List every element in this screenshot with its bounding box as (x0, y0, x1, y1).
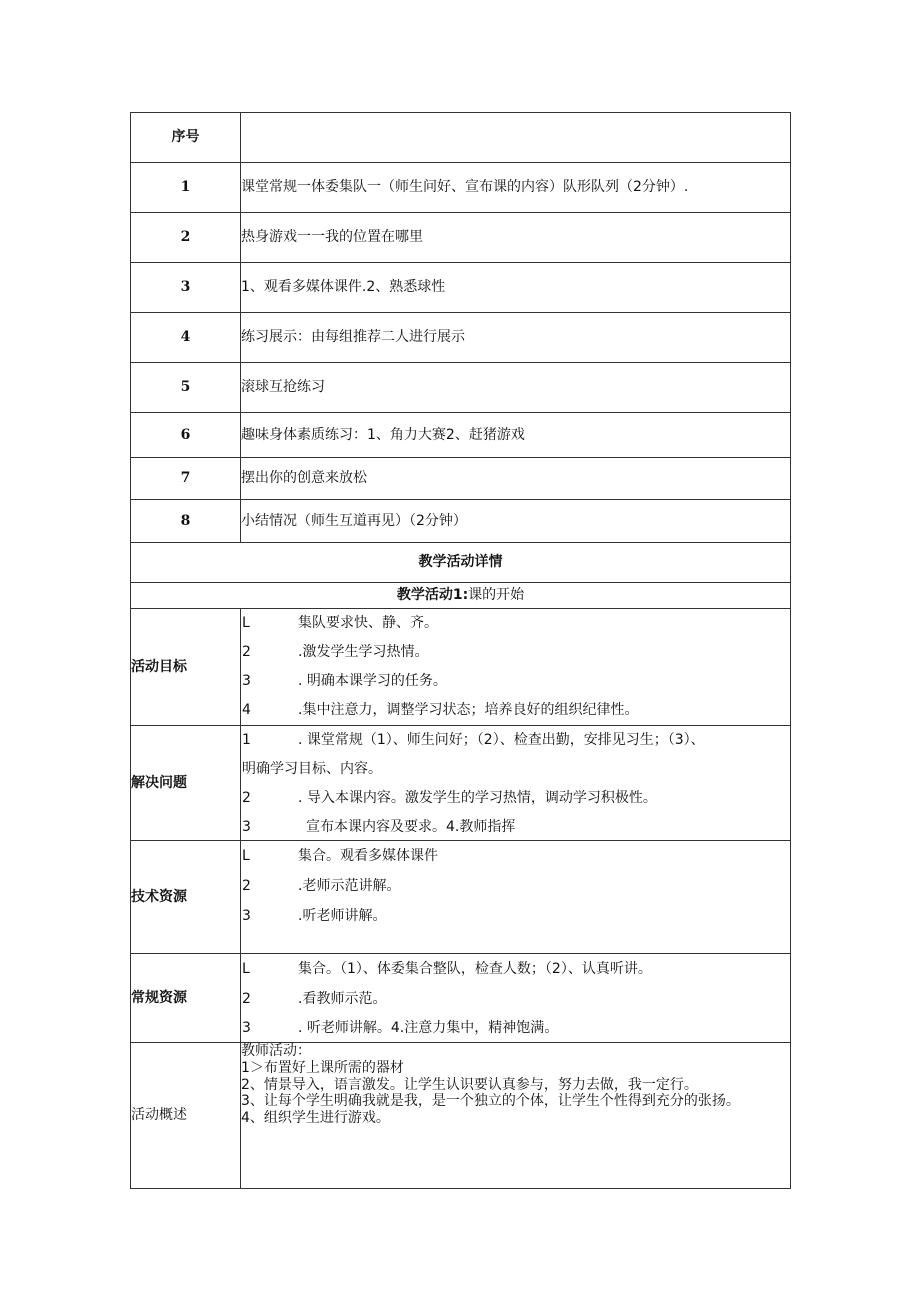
row-number: 4 (131, 313, 241, 363)
line-text: 宣布本课内容及要求。4.教师指挥 (306, 819, 516, 836)
problems-row (131, 726, 791, 841)
line-text: 集合。（1）、体委集合整队，检查人数；（2）、认真听讲。 (298, 960, 652, 977)
activity-title-name: 课的开始 (468, 587, 525, 604)
row-content: 练习展示：由每组推荐二人进行展示 (241, 313, 791, 363)
overview-label: 活动概述 (131, 1043, 241, 1189)
content-header (241, 113, 791, 163)
line-number: 3 (242, 1019, 251, 1036)
overview-line: 4、组织学生进行游戏。 (241, 1110, 390, 1127)
overview-line: 3、让每个学生明确我就是我，是一个独立的个体，让学生个性得到充分的张扬。 (241, 1093, 740, 1110)
line-number: 1 (242, 732, 251, 749)
routine-line (241, 984, 790, 1014)
row-content: 热身游戏一一我的位置在哪里 (241, 213, 791, 263)
lesson-table (130, 112, 791, 1189)
table-row (131, 313, 791, 363)
problem-line-continued (241, 755, 790, 784)
row-content: 课堂常规一体委集队一（师生问好、宣布课的内容）队形队列（2分钟）. (241, 163, 791, 213)
row-number: 6 (131, 413, 241, 458)
row-content: 1、观看多媒体课件.2、熟悉球性 (241, 263, 791, 313)
line-text: 明确学习目标、内容。 (242, 761, 382, 778)
goal-line (241, 696, 790, 725)
line-text: .看教师示范。 (298, 990, 387, 1007)
table-row (131, 500, 791, 543)
row-content: 趣味身体素质练习：1、角力大赛2、赶猪游戏 (241, 413, 791, 458)
row-content: 摆出你的创意来放松 (241, 458, 791, 500)
routine-line (241, 1014, 790, 1042)
goals-row (131, 609, 791, 726)
line-number: 2 (242, 644, 251, 661)
line-text: .集中注意力，调整学习状态；培养良好的组织纪律性。 (298, 702, 639, 719)
goals-label: 活动目标 (131, 609, 241, 726)
line-text: 集队要求快、静、齐。 (298, 615, 438, 632)
row-content: 滚球互抢练习 (241, 363, 791, 413)
overview-row (131, 1043, 791, 1189)
routine-label: 常规资源 (131, 954, 241, 1043)
line-text: . 课堂常规（1）、师生问好；（2）、检查出勤，安排见习生；（3）、 (298, 732, 705, 749)
table-row (131, 213, 791, 263)
goal-line (241, 609, 790, 638)
line-text: .激发学生学习热情。 (298, 644, 429, 661)
tech-label: 技术资源 (131, 841, 241, 954)
table-row (131, 458, 791, 500)
table-row (131, 413, 791, 458)
tech-line (241, 901, 790, 931)
line-number: 4 (242, 702, 251, 719)
line-number: 3 (242, 907, 251, 924)
overview-line: 2、情景导入，语言激发。让学生认识要认真参与，努力去做，我一定行。 (241, 1076, 698, 1093)
seq-header: 序号 (131, 113, 241, 163)
routine-line (241, 954, 790, 984)
activity-title-number: 教学活动1: (396, 587, 469, 604)
routine-row (131, 954, 791, 1043)
line-number: L (242, 615, 250, 632)
line-number: 2 (242, 790, 251, 807)
problems-label: 解决问题 (131, 726, 241, 841)
row-number: 2 (131, 213, 241, 263)
row-content: 小结情况（师生互道再见）（2分钟） (241, 500, 791, 543)
row-number: 1 (131, 163, 241, 213)
tech-line (241, 841, 790, 871)
table-header-row (131, 113, 791, 163)
goals-content (241, 609, 791, 726)
problems-content (241, 726, 791, 841)
activity-title (131, 583, 791, 609)
row-number: 5 (131, 363, 241, 413)
goal-line (241, 638, 790, 667)
line-number: 3 (242, 819, 251, 836)
goal-line (241, 667, 790, 696)
row-number: 3 (131, 263, 241, 313)
line-number: 3 (242, 673, 251, 690)
row-number: 7 (131, 458, 241, 500)
details-title: 教学活动详情 (131, 543, 791, 583)
line-text: .听老师讲解。 (298, 907, 387, 924)
table-row (131, 263, 791, 313)
activity-title-row (131, 583, 791, 609)
row-number: 8 (131, 500, 241, 543)
tech-line (241, 871, 790, 901)
line-number: L (242, 847, 250, 864)
line-text: .老师示范讲解。 (298, 877, 401, 894)
line-text: . 导入本课内容。激发学生的学习热情，调动学习积极性。 (298, 790, 657, 807)
line-number: 2 (242, 877, 251, 894)
line-text: 集合。观看多媒体课件 (298, 847, 438, 864)
problem-line (241, 784, 790, 813)
overview-line: 1＞布置好上课所需的器材 (241, 1059, 404, 1076)
line-text: . 听老师讲解。4.注意力集中，精神饱满。 (298, 1019, 559, 1036)
line-number: L (242, 960, 250, 977)
routine-content (241, 954, 791, 1043)
line-number: 2 (242, 990, 251, 1007)
overview-content (241, 1043, 791, 1189)
problem-line (241, 813, 790, 838)
details-title-row (131, 543, 791, 583)
table-row (131, 363, 791, 413)
tech-row (131, 841, 791, 954)
table-row (131, 163, 791, 213)
line-text: . 明确本课学习的任务。 (298, 673, 447, 690)
overview-line: 教师活动： (241, 1043, 311, 1059)
tech-content (241, 841, 791, 954)
problem-line (241, 726, 790, 755)
